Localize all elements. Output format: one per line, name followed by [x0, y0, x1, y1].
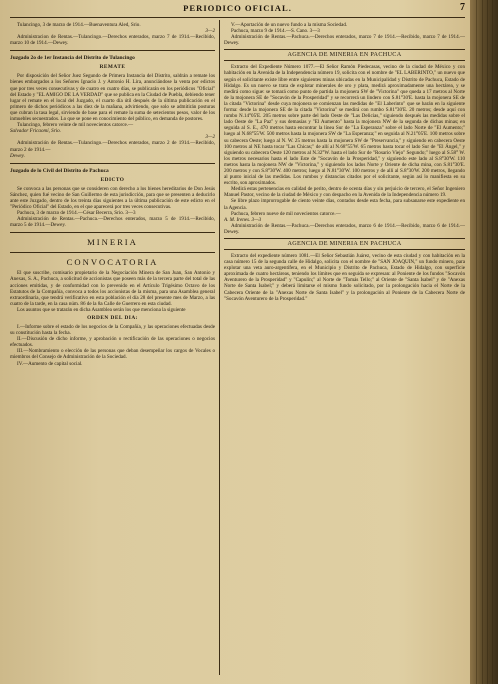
court-heading-tulancingo: Juzgado 2o de 1er Instancia del Distrito de Tulancingo: [10, 55, 135, 62]
orden-title: ORDEN DEL DIA:: [87, 315, 138, 321]
remate-signature: Salvador Fricaomí, Srio.: [10, 128, 61, 135]
expediente-1077-date: Pachuca, febrero nueve de mil novecientos catorce.—: [231, 210, 341, 217]
expediente-1077-admin: Administración de Rentas.—Pachuca.—Derechos enterados, marzo 6 de 1914.—Recibido, marzo 6 de 1914.—Dewey.: [224, 222, 465, 235]
left-column: [10, 22, 215, 677]
notice-text: Tulancingo, 3 de marzo de 1914.—Buenaventura Aled, Srio.: [17, 22, 141, 28]
convocatoria-title: CONVOCATORIA: [66, 257, 159, 268]
edicto-title: EDICTO: [100, 176, 125, 183]
expediente-1077-body: Extracto del Expediente Número 1077.—El Señor Ramón Piedecasas, vecino de la ciudad de México y con habitación en la Avenida de la Independencia número 19, solicita con el nombre de "EL LABERINTO," un nuevo que según el solicitante existe libre entre siguientes minas ubicadas en la Municipalidad y Distrito de Pachuca, Estado de Hidalgo. Es un nuevo se trata de explotar minerales de oro y plata, medirá aproximadamente una hectárea, y se medirá como sigue: se tomará como punto de partida la mojonera SW de "Victorina" que queda a 17 metros al Norte de la mojonera SE de "Socavón de la Prosperidad" y se recorrerá un lindero con S.81°30'E. hasta la mojonera SE de la citada "Victorina" desde cuya mojonera se comienzan las medidas de "El Laberinto" que se harán en la siguiente forma: desde la mojonera SE de la citada "Victorina" se medirá con rumbo S.81°30'E. 20 metros; desde aquí con rumbo N.14°05'E. 205 metros sobre parte del lado Oeste de "Las Delicias," siguiendo después las medidas sobre el lado Oeste de "La Paz" y sus demasías y "El Aumento" hasta la mojonera NW de la segunda de dichas minas; en seguida al S. E., 470 metros hasta encontrar la línea Sur de "La Esperanza" sobre el lado Norte de "El Aumento;" luego al N.68°55'W. 500 metros hasta la mojonera SW de "La Esperanza;" en seguida al N.21°05'E. 100 metros sobre su cabecera Oeste; luego al N. W. 25 metros hasta la mojonera SW de "Preservancia," y siguiendo en cabecera Oeste 100 metros al NE hasta tocar "Las Chicas;" de allí al N.68°55'W. 65 metros hasta tocar el lado Sur de "El Ángel," y siguiendo su cabecera Oeste 120 metros al N.32°W. hasta el lado Sur de "Rosario Viejo" Segundo;" luego al S.58° W. los metros necesarios hasta el lado Este de "Socavón de la Prosperidad," y siguiendo este lado al S.8°30'W. 110 metros hasta la mojonera NW de "Victorina," y siguiendo los lados Norte y Oriente de dicha mina, con S.81°30'E. 200 metros y con S.8°30'W. 400 metros; luego al N.81°30'W. 100 metros y de allí al S.8°30'W. 200 metros, llegando al punto inicial de las medidas. Los rumbos y distancias citados por el solicitante, según así lo manifiesta en su escrito, son aproximados.: [224, 64, 465, 187]
edicto-date: Pachuca, 3 de marzo de 1914.—César Becerra, Srio. 3—3: [17, 210, 136, 217]
convocatoria-body: El que suscribe, comisario propietario de la Negociación Minera de San Juan, San Antonio y Anexas, S. A., Pachuca, a solicitud de accionistas que poseen más de la tercera parte del total de las acciones emitidas, y de conformidad con lo prevenido en el Artículo Trigésimo Octavo de los Estatutos de la Compañía, convoca a todos los accionistas de la misma, para una Asamblea general extraordinaria, que tendrá verificativo en esta población el día 28 del presente mes de Marzo, a las cuatro de la tarde, en la casa núm. 86 de la 8a Calle de Guerrero en esta ciudad.: [10, 270, 215, 307]
orden-item: I.—Informe sobre el estado de los negocios de la Compañía, y las operaciones efectuadas desde su constitución hasta la fecha.: [10, 324, 215, 337]
edicto-admin: Administración de Rentas.—Pachuca.—Derechos enterados, marzo 5 de 1914.—Recibido, marzo 5 de 1914.—Dewey.: [10, 216, 215, 229]
column-divider: [219, 20, 220, 675]
remate-date: Tulancingo, febrero veinte de mil novecientos catorce.—: [17, 122, 134, 129]
agencia-heading: AGENCIA DE MINERIA EN PACHUCA: [224, 49, 465, 61]
expediente-1077-perito: Medirá estas pertenencias en calidad de perito, dentro de ocenta días y sin perjuicio de tercero, el Señor Ingeniero Manuel Pastor, vecino de la ciudad de México y con despacho en la Avenida de la Independencia número 19.: [224, 186, 465, 199]
page-header: [10, 0, 465, 18]
section-rule: [10, 252, 215, 253]
orden-item: II.—Discusión de dicho informe, y aprobación o rectificación de las operaciones o negocios efectuados.: [10, 336, 215, 349]
expediente-1077-plazo: Se libre plazo improrrogable de ciento veinte días, contados desde esta fecha, para subsanarse este expediente en la Agencia.: [224, 198, 465, 211]
page-number: 7: [460, 2, 465, 13]
section-rule: [10, 163, 215, 164]
remate-body: Por disposición del Señor Juez Segundo de Primera Instancia del Distrito, saldrán a remate los bienes embargados a los Señores Ignacio J. y Antonio H. Lira, anunciándose la venta por edictos que por tres veces consecutivas y de cuatro en cuatro días, se publicarán en los periódicos "Oficial" del Estado y "EL AMIGO DE LA VERDAD" que se publica en la Ciudad de Puebla, debiendo tener lugar el remate en el local del Juzgado, el cuarto día útil después de la última publicación en el primero de dichos periódicos a las diez de la mañana, advirtiendo, que solo se admitirán posturas que cubran la tasa legal, sirviendo de base para el remate la suma de setecientos pesos, valor de los inmuebles secuestrados. Lo que se pone en conocimiento del público, en demanda de postores.: [10, 73, 215, 123]
convocatoria-date: Pachuca, marzo 9 de 1914.—S. Cano. 3—3: [231, 28, 320, 35]
notice-mark: 3—2: [205, 28, 215, 35]
mineria-title: MINERIA: [87, 237, 138, 248]
remate-mark: 3—2: [205, 134, 215, 141]
court-heading-civil: Juzgado de lo Civil del Distrito de Pachuca: [10, 167, 109, 174]
notice-admin: Administracion de Rentas.—Tulancingo.—Derechos enterados, marzo 7 de 1914.—Recibido, marzo 10 de 1914.—Dewey.: [10, 34, 215, 47]
orden-item: V.—Aportación de un nuevo fundo a la misma Sociedad.: [231, 22, 348, 28]
book-binding: [470, 0, 498, 684]
convocatoria-note: Los asuntos que se tratarán en dicha Asamblea serán los que menciona la siguiente: [17, 306, 186, 313]
orden-item: III.—Nombramiento o elección de las personas que deban desempeñar los cargos de Vocales o miembros del Consejo de Administración de la Sociedad.: [10, 348, 215, 361]
section-rule: [10, 50, 215, 51]
remate-title: REMATE: [99, 64, 126, 71]
expediente-1077-signature: A. M. Irenes. 3—3: [224, 216, 262, 223]
section-rule: [10, 232, 215, 233]
remate-dewey: Dewey.: [10, 152, 25, 159]
orden-item: IV.—Aumento de capital social.: [17, 360, 83, 367]
edicto-body: Se convoca a las personas que se consideren con derecho a los bienes hereditarios de Don Jesús Sánchez, quien fué vecino de San Guillermo de esta jurisdicción, para que se presenten a deducirlo ante este Juzgado, dentro de los treinta días siguientes a la última publicación de este edicto en el "Periódico Oficial" del Estado, en el que aparecerá por tres veces consecutivas.: [10, 185, 215, 210]
remate-admin: Administración de Rentas.—Tulancingo.—Derechos enterados, marzo 2 de 1914.—Recibido, marzo 2 de 1914.—: [10, 140, 215, 153]
right-column: [224, 22, 465, 677]
convocatoria-admin: Administración de Rentas.—Pachuca.—Derechos enterados, marzo 7 de 1914.—Recibido, marzo 7 de 1914.—Dewey.: [224, 34, 465, 47]
agencia-heading: AGENCIA DE MINERIA EN PACHUCA: [224, 238, 465, 250]
newspaper-title: PERIODICO OFICIAL.: [183, 3, 292, 13]
expediente-1081-body: Extracto del expediente número 1081.—El Señor Sebastián Juárez, vecino de esta ciudad y con habitación en la casa número 15 de la segunda calle de Hidalgo, solicita con el nombre de "SAN JOAQUIN," un fundo minero, para explotar una veta auro-argentífera, en el Municipio y Distrito de Pachuca, Estado de Hidalgo, con superficie aproximada de cuatro hectáreas, teniendo los límites que en seguida se expresan: al Poniente de los fundos "Socavón Aventurero de la Prosperidad" y "Capulín;" al Norte de "Tomás Tello;" al Oriente de "Santa Isabel" y de "Anexas Norte de Santa Isabel;" y deberá limitarse el mismo fundo solicitado, por la prolongación hacia el Norte de la Cabecera Oriente de la "Anexas Norte de Santa Isabel" y la prolongación al Poniente de la Cabecera Norte de "Socavón Aventurero de la Prosperidad.": [224, 253, 465, 302]
